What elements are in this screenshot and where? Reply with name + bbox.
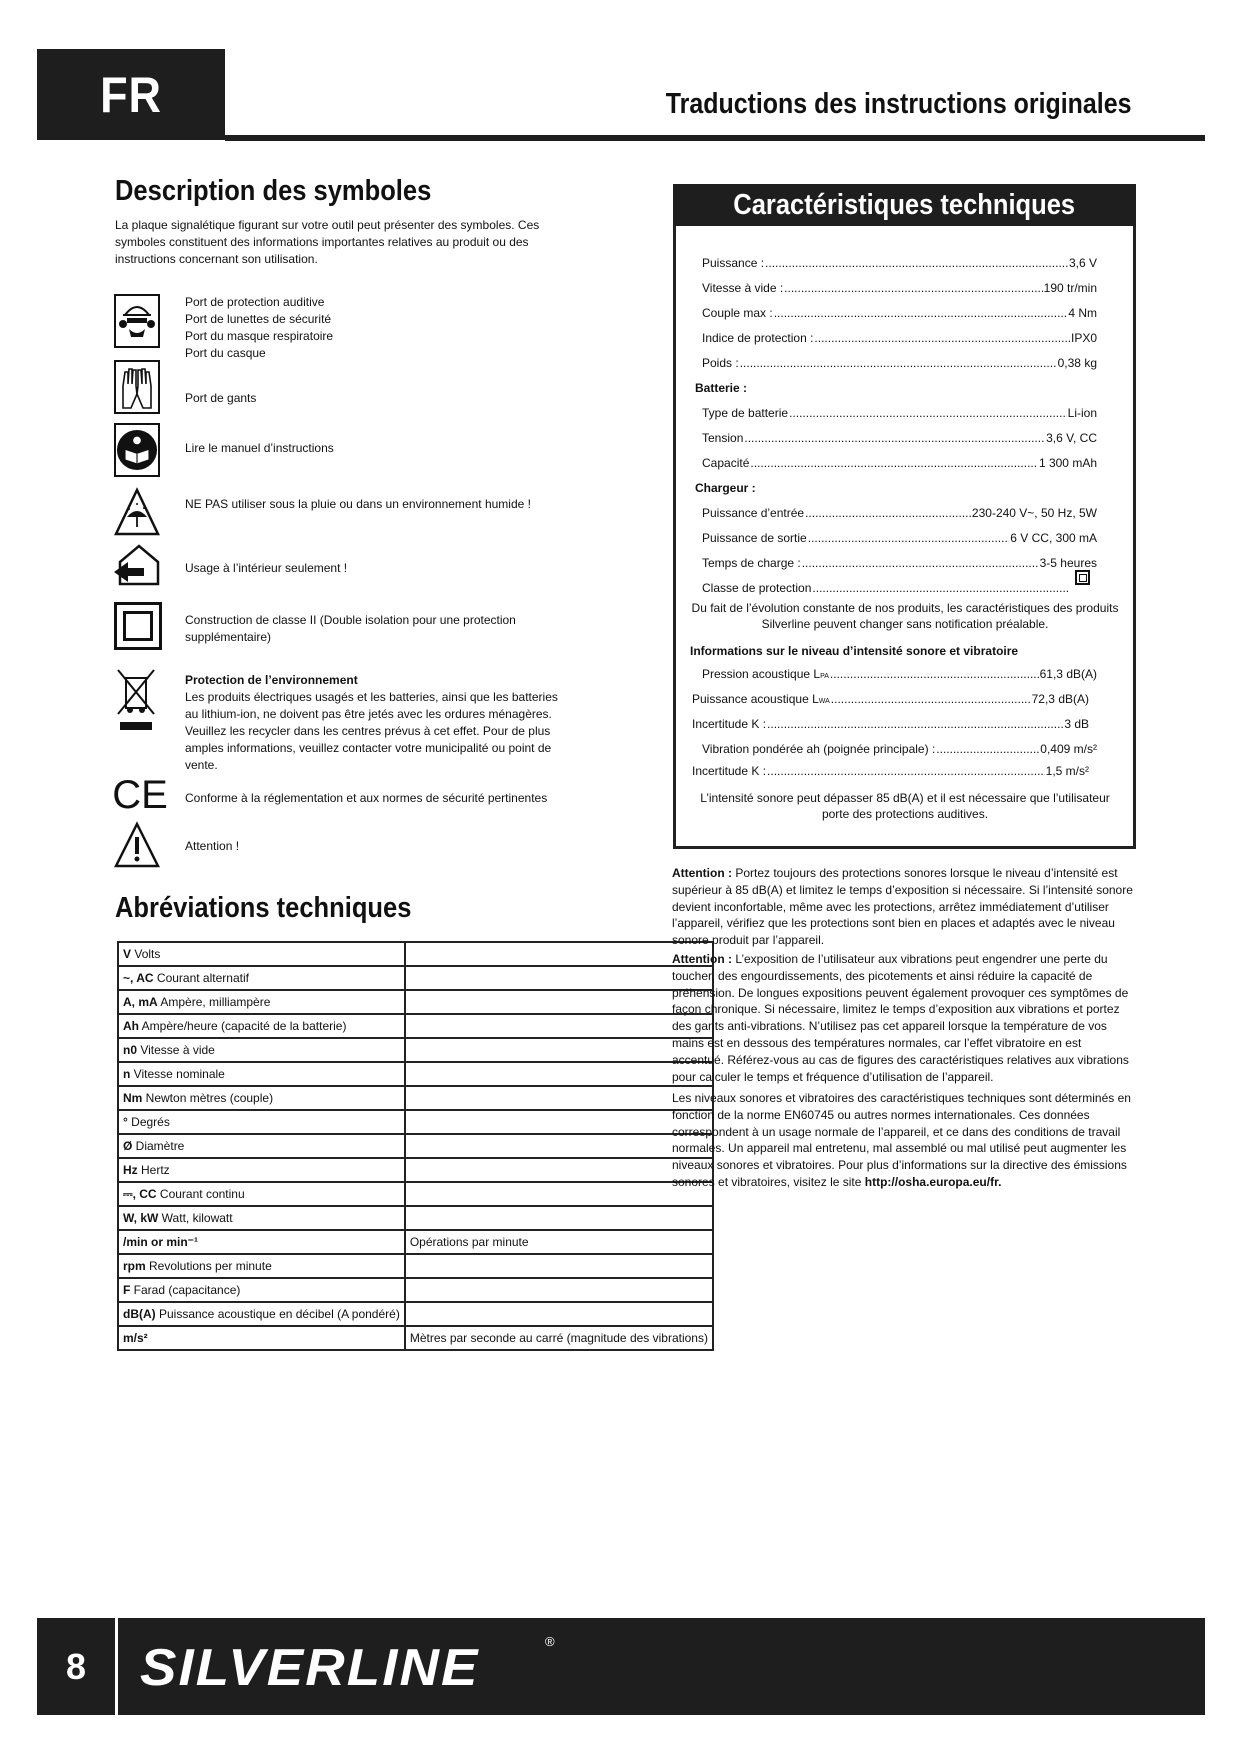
osha-link[interactable]: http://osha.europa.eu/fr.	[864, 1174, 1002, 1189]
weee-icon	[114, 668, 158, 734]
abbr-desc	[405, 966, 713, 990]
registered-mark: ®	[545, 1634, 555, 1649]
specs-title: Caractéristiques techniques	[673, 184, 1136, 226]
abbr-row	[118, 1062, 713, 1086]
abbreviations-title: Abréviations techniques	[115, 892, 412, 924]
weee-text: Protection de l’environnement Les produits électriques usagés et les batteries, ainsi que les batteries au lithium-ion, ne doivent pas être jetés avec les ordures ménagères. Veuillez les recycler dans les centres prévus à cet effet. Pour de plus amples informations, veuillez contacter votre municipalité ou point de vente.	[185, 673, 558, 772]
spec-line: Puissance d’entrée ..... 230-240 V~, 50 Hz, 5W	[702, 506, 1097, 524]
indoor-only-icon	[114, 542, 164, 588]
abbr-term: rpm Revolutions per minute	[118, 1254, 405, 1278]
abbr-desc	[405, 1062, 713, 1086]
language-code: FR	[100, 66, 162, 123]
abbr-term: m/s²	[118, 1326, 405, 1350]
abbr-term: n Vitesse nominale	[118, 1062, 405, 1086]
no-rain-text: NE PAS utiliser sous la pluie ou dans un environnement humide !	[185, 497, 531, 511]
abbr-desc: Opérations par minute	[405, 1230, 713, 1254]
page-title: Traductions des instructions originales	[665, 88, 1131, 120]
abbr-desc	[405, 1014, 713, 1038]
abbr-term: /min or min⁻¹	[118, 1230, 405, 1254]
abbr-desc	[405, 1278, 713, 1302]
read-manual-icon	[114, 423, 160, 477]
warning-icon	[114, 820, 160, 870]
abbr-term: Hz Hertz	[118, 1158, 405, 1182]
spec-line: Incertitude K : ..... 3 dB	[692, 717, 1089, 735]
abbr-row	[118, 1014, 713, 1038]
abbr-row	[118, 1230, 713, 1254]
abbr-row	[118, 1326, 713, 1350]
brand-logo: SILVERLINE	[140, 1639, 480, 1697]
class-ii-small-icon	[1075, 570, 1090, 585]
abbr-term: n0 Vitesse à vide	[118, 1038, 405, 1062]
abbr-desc: Mètres par seconde au carré (magnitude des vibrations)	[405, 1326, 713, 1350]
spec-line: Vitesse à vide : ..... 190 tr/min	[702, 281, 1097, 299]
abbr-term: A, mA Ampère, milliampère	[118, 990, 405, 1014]
noise-note: L’intensité sonore peut dépasser 85 dB(A) et il est nécessaire que l’utilisateur porte des protections auditives.	[700, 791, 1110, 821]
standards-note: Les niveaux sonores et vibratoires des caractéristiques techniques sont déterminés en fonction de la norme EN60745 ou autres normes internationales. Ces données correspondent à un usage normale de l’appareil, et ce dans des conditions de travail normales. Un appareil mal entretenu, mal assemblé ou mal utilisé peut augmenter les niveaux sonores et vibratoires. Pour plus d’informations sur la directive des émissions sonores et vibratoires, visitez le site http://osha.europa.eu/fr.	[672, 1091, 1131, 1189]
spec-line: Pression acoustique L $_{PA}$ ..... 61,3 dB(A)	[702, 667, 1097, 685]
abbr-term: ⎓, CC Courant continu	[118, 1182, 405, 1206]
warning-text: Attention !	[185, 839, 240, 853]
abbr-desc	[405, 1254, 713, 1278]
spec-line: Classe de protection .....	[702, 581, 1070, 599]
abbr-desc	[405, 1182, 713, 1206]
symbols-intro: La plaque signalétique figurant sur votre outil peut présenter des symboles. Ces symboles constituent des informations importantes relatives au produit ou des instructions concernant son utilisation.	[115, 218, 540, 266]
spec-line: Vibration pondérée ah (poignée principale) : ..... 0,409 m/s²	[702, 742, 1097, 760]
abbr-term: dB(A) Puissance acoustique en décibel (A pondéré)	[118, 1302, 405, 1326]
abbr-desc	[405, 942, 713, 966]
abbr-term: F Farad (capacitance)	[118, 1278, 405, 1302]
abbr-row	[118, 1038, 713, 1062]
warning-noise: Attention : Portez toujours des protections sonores lorsque le niveau d’intensité est supérieur à 85 dB(A) et limitez le temps d’exposition si nécessaire. Si l’intensité sonore devient inconfortable, même avec les protections, arrêtez immédiatement d’utiliser l’appareil, vérifiez que les protections sont bien en places et adaptés avec le niveau sonore produit par l’appareil.	[672, 866, 1133, 948]
abbr-row	[118, 1206, 713, 1230]
abbr-term: V Volts	[118, 942, 405, 966]
abbr-desc	[405, 1110, 713, 1134]
class-ii-icon	[114, 602, 162, 650]
abbr-row	[118, 1182, 713, 1206]
abbr-row	[118, 1278, 713, 1302]
indoor-only-text: Usage à l’intérieur seulement !	[185, 561, 348, 575]
abbr-desc	[405, 990, 713, 1014]
spec-line: Tension ..... 3,6 V, CC	[702, 431, 1097, 449]
abbr-desc	[405, 1158, 713, 1182]
spec-line: Temps de charge : ..... 3-5 heures	[702, 556, 1097, 574]
abbr-desc	[405, 1302, 713, 1326]
spec-line: Couple max : ..... 4 Nm	[702, 306, 1097, 324]
abbr-row	[118, 942, 713, 966]
abbr-desc	[405, 1086, 713, 1110]
abbreviations-table	[117, 941, 714, 1351]
header-rule	[225, 135, 1205, 141]
gloves-text: Port de gants	[185, 391, 257, 405]
spec-line: Puissance acoustique L $_{WA}$ ..... 72,3 dB(A)	[692, 692, 1089, 710]
footer-separator	[115, 1618, 118, 1715]
abbr-row	[118, 966, 713, 990]
page-number: 8	[65, 1645, 87, 1687]
gloves-icon	[114, 360, 160, 414]
battery-heading: Batterie :	[695, 381, 748, 395]
ce-mark-icon: CE	[112, 772, 168, 817]
abbr-desc	[405, 1134, 713, 1158]
spec-line: Puissance de sortie ..... 6 V CC, 300 mA	[702, 531, 1097, 549]
read-manual-text: Lire le manuel d’instructions	[185, 441, 334, 455]
ppe-icon	[114, 294, 160, 348]
spec-line: Capacité ..... 1 300 mAh	[702, 456, 1097, 474]
spec-line: Type de batterie ..... Li-ion	[702, 406, 1097, 424]
class-ii-text: Construction de classe II (Double isolation pour une protection supplémentaire)	[185, 613, 516, 644]
ce-text: Conforme à la réglementation et aux normes de sécurité pertinentes	[185, 791, 548, 805]
abbr-row	[118, 1158, 713, 1182]
abbr-row	[118, 990, 713, 1014]
no-rain-icon	[114, 486, 160, 538]
abbr-term: Ah Ampère/heure (capacité de la batterie)	[118, 1014, 405, 1038]
abbr-row	[118, 1110, 713, 1134]
ppe-text: Port de protection auditive Port de lunettes de sécurité Port du masque respiratoire Port du casque	[185, 295, 334, 360]
abbr-desc	[405, 1206, 713, 1230]
abbr-term: Nm Newton mètres (couple)	[118, 1086, 405, 1110]
abbr-desc	[405, 1038, 713, 1062]
abbr-row	[118, 1134, 713, 1158]
abbr-row	[118, 1086, 713, 1110]
evolution-note: Du fait de l’évolution constante de nos produits, les caractéristiques des produits Silverline peuvent changer sans notification préalable.	[691, 601, 1119, 631]
spec-line: Incertitude K : ..... 1,5 m/s²	[692, 764, 1089, 782]
spec-line: Puissance : ..... 3,6 V	[702, 256, 1097, 274]
abbr-term: ° Degrés	[118, 1110, 405, 1134]
charger-heading: Chargeur :	[695, 481, 756, 495]
abbr-term: W, kW Watt, kilowatt	[118, 1206, 405, 1230]
spec-line: Indice de protection : ..... IPX0	[702, 331, 1097, 349]
symbols-title: Description des symboles	[115, 175, 432, 207]
spec-line: Poids : ..... 0,38 kg	[702, 356, 1097, 374]
warning-vibration: Attention : L’exposition de l’utilisateur aux vibrations peut engendrer une perte du toucher, des engourdissements, des picotements et ainsi réduire la capacité de préhension. De longues expositions peuvent également provoquer ces symptômes de façon chronique. Si nécessaire, limitez le temps d’exposition aux vibrations et portez des gants anti-vibrations. N’utilisez pas cet appareil lorsque la température de vos mains est en dessous des températures normales, car l’effet vibratoire en est accentué. Référez-vous au cas de figures des caractéristiques relatives aux vibrations pour calculer le temps et fréquence d’utilisation de l’appareil.	[672, 952, 1129, 1084]
abbr-term: Ø Diamètre	[118, 1134, 405, 1158]
abbr-term: ~, AC Courant alternatif	[118, 966, 405, 990]
abbr-row	[118, 1302, 713, 1326]
noise-heading: Informations sur le niveau d’intensité sonore et vibratoire	[690, 644, 1019, 658]
abbr-row	[118, 1254, 713, 1278]
